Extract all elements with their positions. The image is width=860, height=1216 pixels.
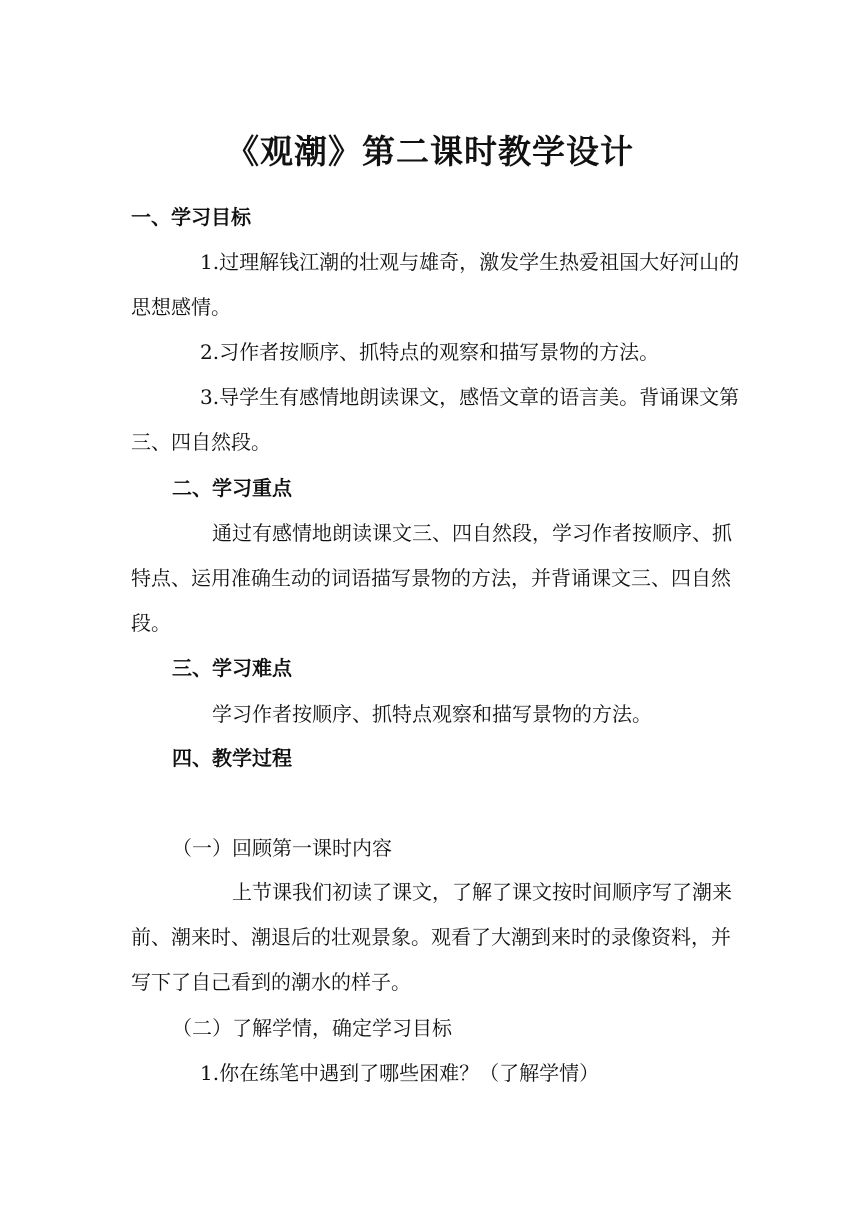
goal-2: 2.习作者按顺序、抓特点的观察和描写景物的方法。 <box>200 340 660 364</box>
section-heading-key-points: 二、学习重点 <box>172 476 292 500</box>
key-points-line-1: 通过有感情地朗读课文三、四自然段，学习作者按顺序、抓 <box>212 521 732 545</box>
subsection-review-heading: （一）回顾第一课时内容 <box>172 836 392 860</box>
goal-3-line-2: 三、四自然段。 <box>131 430 271 454</box>
subsection-goals-heading: （二）了解学情，确定学习目标 <box>172 1016 452 1040</box>
section-heading-difficulties: 三、学习难点 <box>172 656 292 680</box>
review-line-2: 前、潮来时、潮退后的壮观景象。观看了大潮到来时的录像资料，并 <box>131 925 731 949</box>
key-points-line-3: 段。 <box>131 611 171 635</box>
goal-1-line-1: 1.过理解钱江潮的壮观与雄奇，激发学生热爱祖国大好河山的 <box>200 250 740 274</box>
key-points-line-2: 特点、运用准确生动的词语描写景物的方法，并背诵课文三、四自然 <box>131 566 731 590</box>
difficulties-line-1: 学习作者按顺序、抓特点观察和描写景物的方法。 <box>212 702 652 726</box>
section-heading-teaching-process: 四、教学过程 <box>172 746 292 770</box>
goal-1-line-2: 思想感情。 <box>131 295 231 319</box>
document-title: 《观潮》第二课时教学设计 <box>226 132 634 171</box>
review-line-3: 写下了自己看到的潮水的样子。 <box>131 970 411 994</box>
section-heading-learning-goals: 一、学习目标 <box>131 205 251 229</box>
question-item-1: 1.你在练笔中遇到了哪些困难？（了解学情） <box>200 1061 600 1085</box>
goal-3-line-1: 3.导学生有感情地朗读课文，感悟文章的语言美。背诵课文第 <box>200 385 740 409</box>
review-line-1: 上节课我们初读了课文，了解了课文按时间顺序写了潮来 <box>232 880 732 904</box>
